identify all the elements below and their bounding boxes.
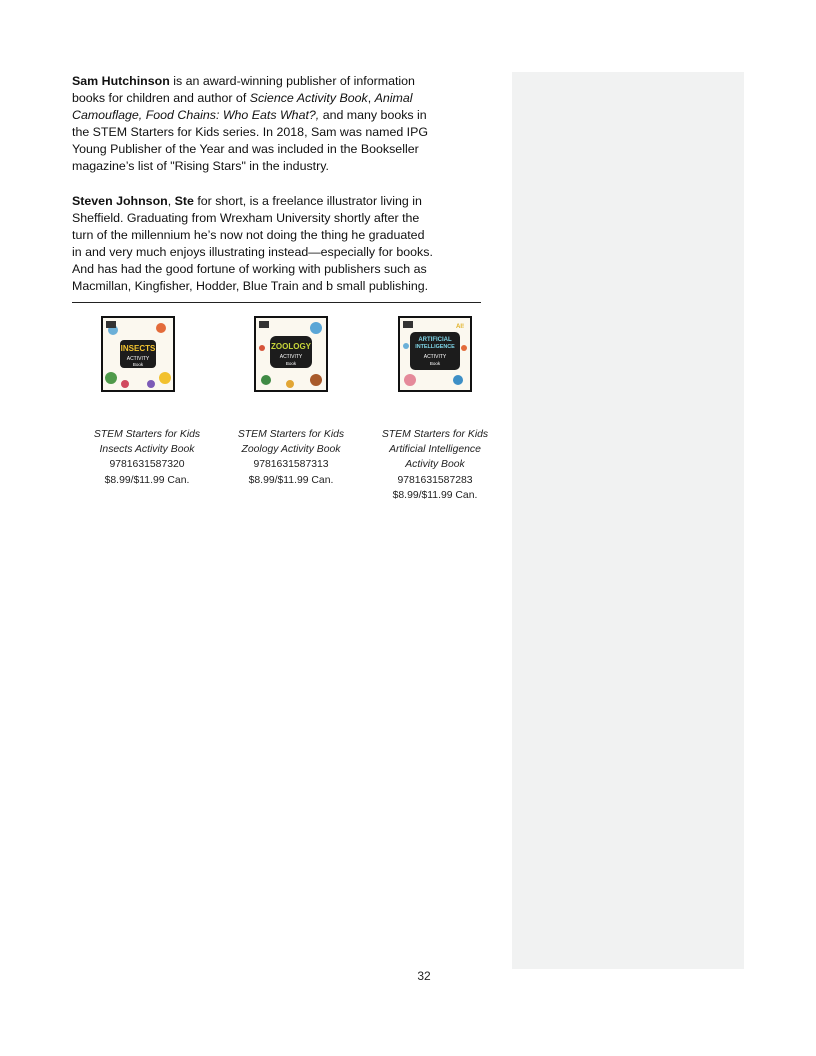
- cover-subtitle: Book: [429, 361, 441, 366]
- bio-line: magazine’s list of "Rising Stars" in the industry.: [72, 159, 329, 173]
- page-number: 32: [417, 969, 431, 983]
- bio-line: books for children and author of Science Activity Book, Animal: [72, 91, 413, 105]
- bio-line: And has had the good fortune of working with publishers such as: [72, 262, 427, 276]
- book-title: Zoology Activity Book: [241, 444, 341, 456]
- book-title: Camouflage, Food Chains: Who Eats What?,: [72, 108, 320, 122]
- bio-line: Young Publisher of the Year and was included in the Bookseller: [72, 142, 419, 156]
- bio-line: Sheffield. Graduating from Wrexham University shortly after the: [72, 211, 420, 225]
- cover-subtitle: Book: [132, 362, 144, 367]
- cover-subtitle: ACTIVITY: [279, 354, 303, 360]
- book-caption-insects: [72, 427, 222, 488]
- book-title: Activity Book: [405, 459, 465, 471]
- book-title: Artificial Intelligence: [389, 444, 481, 456]
- bio-line: Camouflage, Food Chains: Who Eats What?, and many books in: [72, 108, 427, 122]
- insects-cover-art: [103, 318, 173, 390]
- book-isbn: 9781631587320: [109, 459, 185, 471]
- bio-line: turn of the millennium he’s now not doing the thing he graduated: [72, 228, 425, 242]
- book-title: Science Activity Book: [249, 91, 368, 105]
- divider-rule: [72, 302, 481, 303]
- book-price: $8.99/$11.99 Can.: [248, 474, 334, 486]
- book-cover-ai: [398, 316, 472, 392]
- book-price: $8.99/$11.99 Can.: [104, 474, 190, 486]
- cover-title: INSECTS: [120, 344, 156, 353]
- bio-line: Macmillan, Kingfisher, Hodder, Blue Train and b small publishing.: [72, 279, 429, 293]
- cover-badge: AI!: [456, 324, 464, 330]
- book-series: STEM Starters for Kids: [381, 429, 489, 440]
- book-price: $8.99/$11.99 Can.: [392, 489, 478, 501]
- illustrator-bio: [72, 193, 472, 295]
- sidebar-panel: [512, 72, 744, 969]
- author-name: Sam Hutchinson: [72, 74, 170, 88]
- book-cover-zoology: [254, 316, 328, 392]
- book-caption-ai: [360, 427, 510, 503]
- bio-line: Sam Hutchinson is an award-winning publisher of information: [72, 74, 415, 88]
- ai-cover-art: [400, 318, 470, 390]
- author-bio: [72, 73, 472, 175]
- cover-title: INTELLIGENCE: [415, 344, 455, 350]
- cover-subtitle: ACTIVITY: [423, 354, 447, 360]
- zoology-cover-art: [256, 318, 326, 390]
- book-isbn: 9781631587283: [397, 474, 473, 486]
- book-title: Insects Activity Book: [99, 444, 195, 456]
- bio-line: Steven Johnson, Ste for short, is a freelance illustrator living in: [72, 194, 422, 208]
- illustrator-nickname: Ste: [174, 194, 194, 208]
- cover-title: ZOOLOGY: [271, 342, 311, 351]
- cover-title: ARTIFICIAL: [418, 337, 452, 343]
- bio-line: the STEM Starters for Kids series. In 2018, Sam was named IPG: [72, 125, 429, 139]
- book-series: STEM Starters for Kids: [237, 429, 345, 440]
- illustrator-name: Steven Johnson: [72, 194, 168, 208]
- book-cover-insects: [101, 316, 175, 392]
- book-isbn: 9781631587313: [253, 459, 329, 471]
- book-series: STEM Starters for Kids: [93, 429, 201, 440]
- book-title: Animal: [374, 91, 413, 105]
- cover-subtitle: ACTIVITY: [126, 356, 150, 362]
- book-caption-zoology: [216, 427, 366, 488]
- cover-subtitle: Book: [285, 361, 297, 366]
- bio-line: in and very much enjoys illustrating instead—especially for books.: [72, 245, 433, 259]
